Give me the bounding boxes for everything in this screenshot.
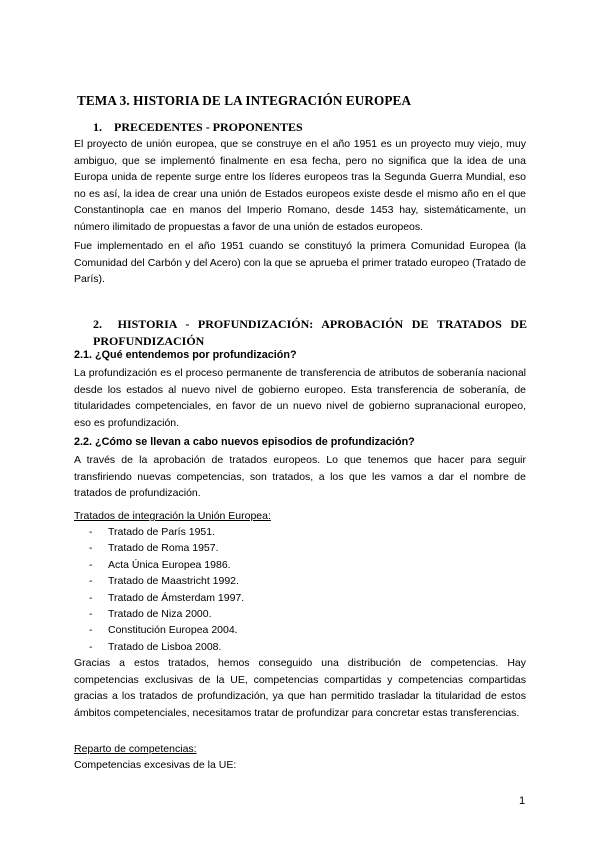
- list-item: - Tratado de Lisboa 2008.: [89, 640, 222, 653]
- subsection-2-2-paragraph: A través de la aprobación de tratados europeos. Lo que tenemos que hacer para seguir transfiriendo nuevas competencias, son tratados, a los que les vamos a dar el nombre de tratados de profundización.: [74, 454, 526, 499]
- treaties-list-title: Tratados de integración la Unión Europea:: [74, 510, 271, 522]
- page-number: 1: [519, 795, 526, 807]
- section-1-paragraph-1: El proyecto de unión europea, que se construye en el año 1951 es un proyecto muy viejo, muy ambiguo, que se implementó finalmente en esa fecha, pero no significa que la idea de una Europa unida de repente surge entre los líderes europeos tras la Segunda Guerra Mundial, eso no es así, la idea de crear una unión de Estados europeos existe desde el mismo año en el que Constantinopla cae en manos del Imperio Romano, desde 1453 hay, sistemáticamente, un número ilimitado de propuestas a favor de una unión de estados europeos.: [74, 138, 526, 233]
- section-1-paragraph-2: Fue implementado en el año 1951 cuando se constituyó la primera Comunidad Europea (la Comunidad del Carbón y del Acero) con la que se aprueba el primer tratado europeo (Tratado de París).: [74, 240, 526, 285]
- list-item: - Tratado de Niza 2000.: [89, 608, 212, 621]
- section-2-number: 2.: [93, 317, 102, 331]
- list-item: - Constitución Europea 2004.: [89, 624, 238, 637]
- list-item: - Tratado de Roma 1957.: [89, 542, 219, 555]
- document-title: TEMA 3. HISTORIA DE LA INTEGRACIÓN EUROPEA: [77, 93, 412, 108]
- list-item: - Acta Única Europea 1986.: [89, 558, 231, 571]
- list-item: - Tratado de Maastricht 1992.: [89, 575, 239, 588]
- subsection-2-2-heading: 2.2. ¿Cómo se llevan a cabo nuevos episodios de profundización?: [74, 436, 415, 448]
- section-1-heading: 1. PRECEDENTES - PROPONENTES: [93, 120, 303, 134]
- subsection-2-1-heading: 2.1. ¿Qué entendemos por profundización?: [74, 349, 297, 361]
- subsection-2-1-paragraph: La profundización es el proceso permanente de transferencia de atributos de soberanía nacional desde los estados al nuevo nivel de gobierno europeo. Esta transferencia de soberanía, de titularidades competenciales, en favor de un nuevo nivel de gobierno supranacional europeo, eso es profundización.: [74, 367, 526, 429]
- competencias-paragraph: Gracias a estos tratados, hemos conseguido una distribución de competencias. Hay competencias exclusivas de la UE, competencias compartidas y competencias compartidas gracias a los tratados de profundización, ya que han permitido trasladar la titularidad de estos ámbitos competenciales, necesitamos tratar de profundizar para concretar estas transferencias.: [74, 657, 526, 719]
- list-item: - Tratado de París 1951.: [89, 526, 216, 538]
- section-2-heading: [93, 316, 527, 349]
- reparto-title: Reparto de competencias:: [74, 743, 197, 755]
- section-2-heading-text: HISTORIA - PROFUNDIZACIÓN: APROBACIÓN DE TRATADOS DE PROFUNDIZACIÓN: [93, 317, 528, 348]
- treaties-list: [89, 524, 244, 655]
- competencias-line: Competencias excesivas de la UE:: [74, 759, 237, 771]
- list-item: - Tratado de Ámsterdam 1997.: [89, 591, 245, 604]
